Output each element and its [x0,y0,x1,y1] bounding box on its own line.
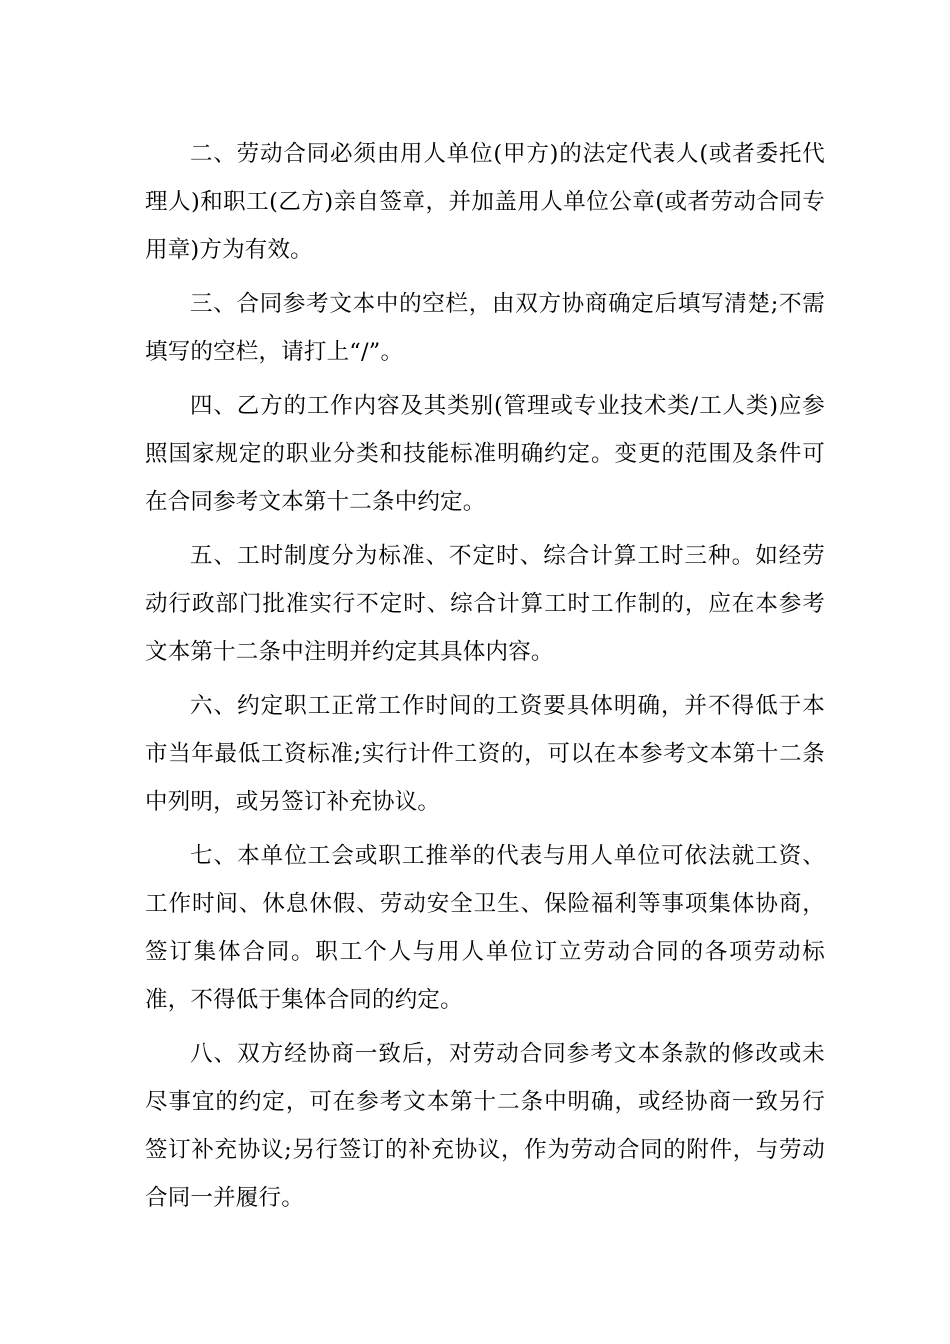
paragraph-item-4: 四、乙方的工作内容及其类别(管理或专业技术类/工人类)应参照国家规定的职业分类和技能标准明确约定。变更的范围及条件可在合同参考文本第十二条中约定。 [145,393,825,515]
paragraph-item-2: 二、劳动合同必须由用人单位(甲方)的法定代表人(或者委托代理人)和职工(乙方)亲自签章，并加盖用人单位公章(或者劳动合同专用章)方为有效。 [145,141,825,263]
paragraph-item-5: 五、工时制度分为标准、不定时、综合计算工时三种。如经劳动行政部门批准实行不定时、综合计算工时工作制的，应在本参考文本第十二条中注明并约定其具体内容。 [145,543,825,665]
paragraph-item-3: 三、合同参考文本中的空栏，由双方协商确定后填写清楚;不需填写的空栏，请打上“/”。 [145,291,825,365]
paragraph-item-7: 七、本单位工会或职工推举的代表与用人单位可依法就工资、工作时间、休息休假、劳动安全卫生、保险福利等事项集体协商，签订集体合同。职工个人与用人单位订立劳动合同的各项劳动标准，不得低于集体合同的约定。 [145,843,825,1013]
paragraph-item-6: 六、约定职工正常工作时间的工资要具体明确，并不得低于本市当年最低工资标准;实行计件工资的，可以在本参考文本第十二条中列明，或另签订补充协议。 [145,693,825,815]
document-body [145,130,825,1228]
paragraph-item-8: 八、双方经协商一致后，对劳动合同参考文本条款的修改或未尽事宜的约定，可在参考文本第十二条中明确，或经协商一致另行签订补充协议;另行签订的补充协议，作为劳动合同的附件，与劳动合同一并履行。 [145,1041,825,1211]
